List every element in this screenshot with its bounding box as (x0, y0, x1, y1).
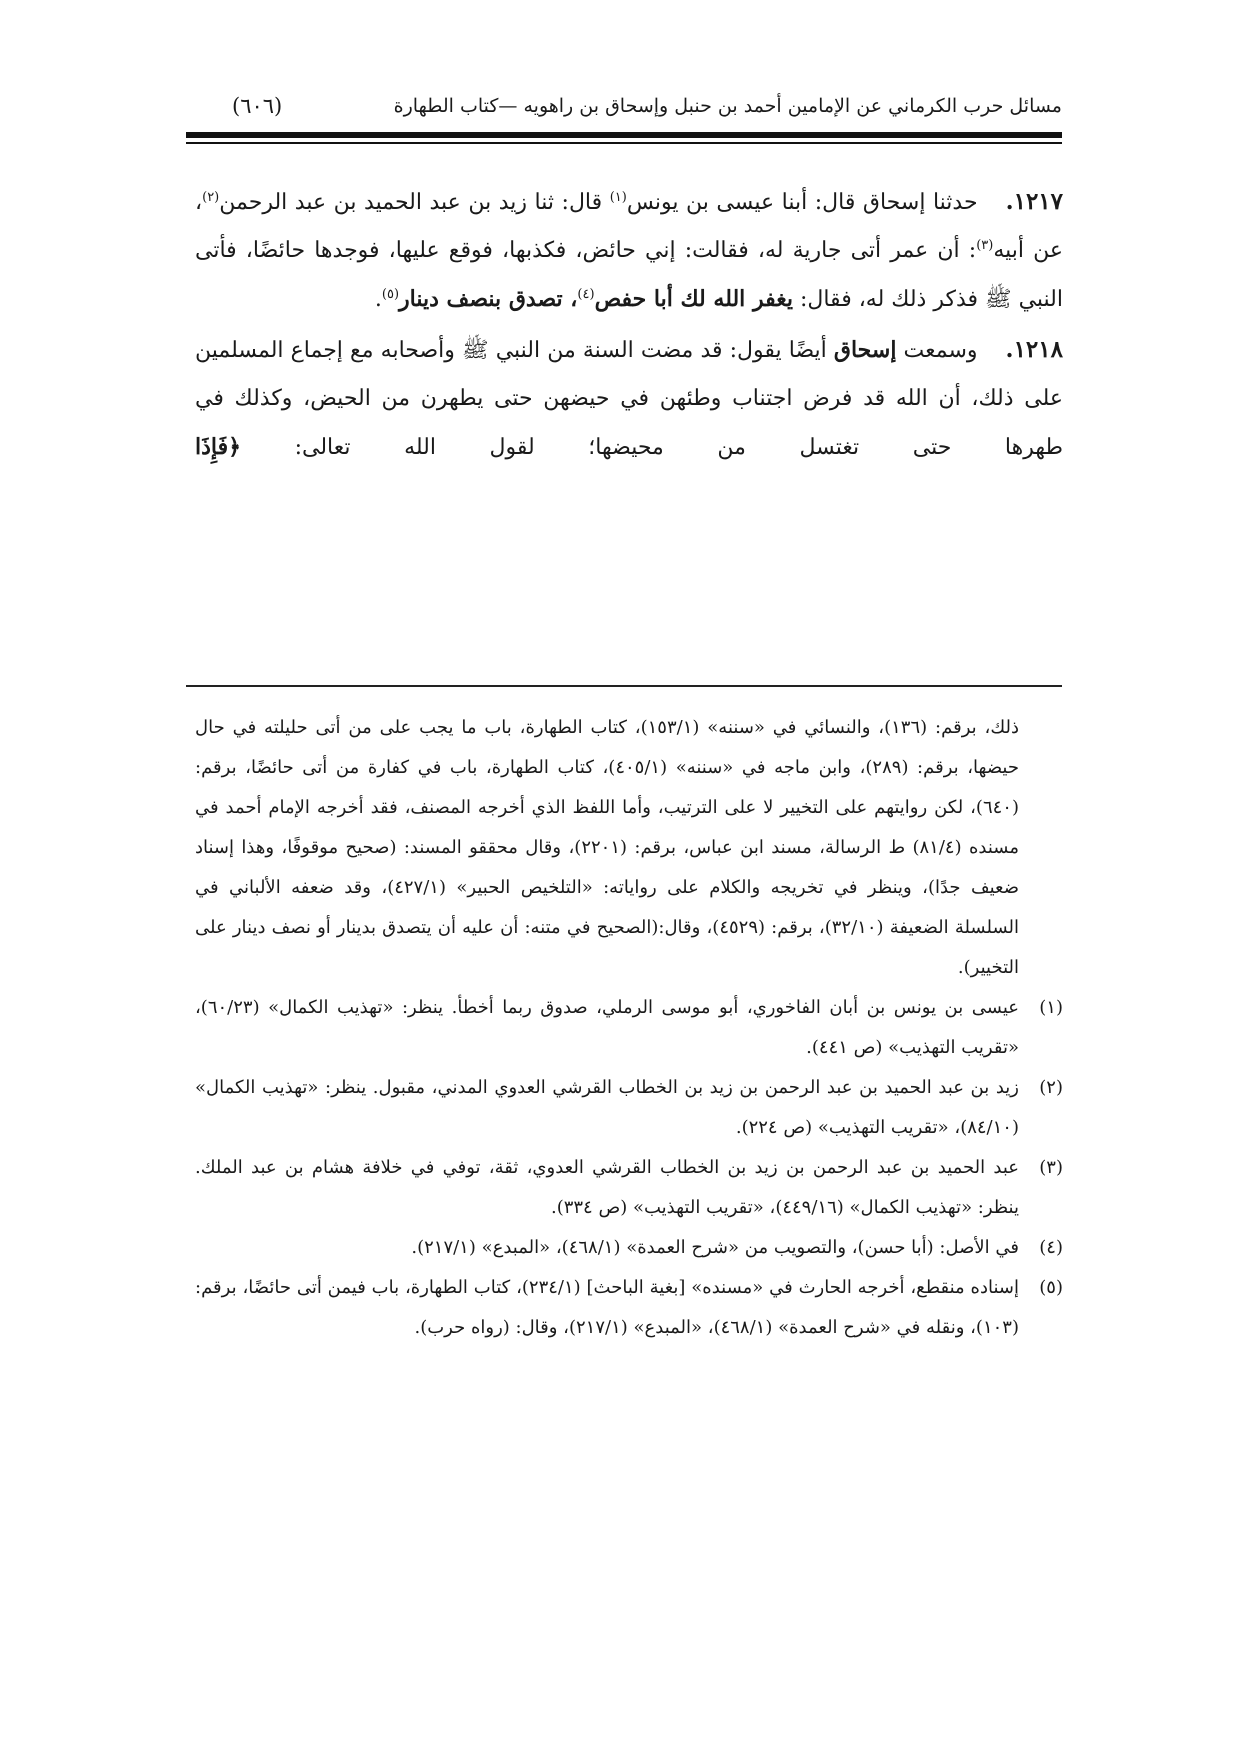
quran-quote-start: ﴿فَإِذَا (195, 434, 242, 460)
running-header (232, 86, 1062, 126)
footnote-ref: (١) (609, 190, 627, 205)
text-run: . (374, 287, 382, 312)
text-run: أيضًا يقول: قد مضت السنة من النبي ﷺ وأصحابه مع إجماع المسلمين على ذلك، أن الله قد فرض اجتناب وطئهن في حيضهن حتى يطهرن من الحيض، وكذلك في طهرها حتى تغتسل من محيضها؛ لقول الله تعالى: (195, 338, 1063, 460)
footnote-ref: (٤) (577, 287, 595, 302)
footnote-3 (195, 1148, 1063, 1228)
footnote-separator (186, 685, 1062, 687)
paragraph-number: ١٢١٧. (1005, 188, 1064, 215)
page-number: (٦٠٦) (232, 94, 283, 118)
footnote-4 (195, 1228, 1063, 1268)
footnote-ref: (٥) (381, 287, 400, 302)
footnote-2 (195, 1068, 1063, 1148)
footnote-text: عيسى بن يونس بن أبان الفاخوري، أبو موسى الرملي، صدوق ربما أخطأ. ينظر: «تهذيب الكمال» (٦٠/٢٣)، «تقريب التهذيب» (ص ٤٤١). (195, 997, 1019, 1058)
footnote-number: (٤) (1039, 1237, 1063, 1258)
text-run: : أن عمر أتى جارية له، فقالت: إني حائض، فكذبها، فوقع عليها، فوجدها حائضًا، فأتى النبي ﷺ فذكر ذلك له، فقال: (195, 238, 1063, 312)
header-rule-thick (186, 132, 1062, 138)
bold-name: إسحاق (833, 337, 897, 363)
footnote-number: (١) (1039, 997, 1063, 1018)
footnote-number: (٣) (1039, 1157, 1063, 1178)
text-run: قال: ثنا زيد بن عبد الحميد بن عبد الرحمن (219, 190, 610, 215)
main-text (195, 178, 1063, 474)
footnotes (195, 708, 1063, 1348)
footnote-1 (195, 988, 1063, 1068)
footnote-5 (195, 1268, 1063, 1348)
header-rule-thin (186, 142, 1062, 144)
bold-quote: يغفر الله لك أبا حفص (594, 286, 793, 312)
footnote-ref: (٣) (976, 238, 994, 253)
footnote-ref: (٢) (202, 190, 220, 205)
text-run: حدثنا إسحاق قال: أبنا عيسى بن يونس (626, 190, 978, 215)
footnote-continuation: ذلك، برقم: (١٣٦)، والنسائي في «سننه» (١٥٣/١)، كتاب الطهارة، باب ما يجب على من أتى حليلته في حال حيضها، برقم: (٢٨٩)، وابن ماجه في «سننه» (٤٠٥/١)، كتاب الطهارة، باب في كفارة من أتى حائضًا، برقم: (٦٤٠)، لكن روايتهم على التخيير لا على الترتيب، وأما اللفظ الذي أخرجه المصنف، فقد أخرجه الإمام أحمد في مسنده (٨١/٤) ط الرسالة، مسند ابن عباس، برقم: (٢٢٠١)، وقال محققو المسند: (صحيح موقوفًا، وهذا إسناد ضعيف جدًا)، وينظر في تخريجه والكلام على رواياته: «التلخيص الحبير» (٤٢٧/١)، وقد ضعفه الألباني في السلسلة الضعيفة (٣٢/١٠)، برقم: (٤٥٢٩)، وقال:(الصحيح في متنه: أن عليه أن يتصدق بدينار أو نصف دينار على التخيير). (195, 717, 1019, 978)
paragraph-number: ١٢١٨. (1005, 336, 1063, 363)
text-run: وسمعت (896, 338, 978, 363)
footnote-text: في الأصل: (أبا حسن)، والتصويب من «شرح العمدة» (٤٦٨/١)، «المبدع» (٢١٧/١). (411, 1237, 1019, 1258)
paragraph-1217 (195, 178, 1063, 324)
footnote-text: إسناده منقطع، أخرجه الحارث في «مسنده» [بغية الباحث] (٢٣٤/١)، كتاب الطهارة، باب فيمن أتى حائضًا، برقم: (١٠٣)، ونقله في «شرح العمدة» (٤٦٨/١)، «المبدع» (٢١٧/١)، وقال: (رواه حرب). (195, 1277, 1019, 1338)
footnote-text: زيد بن عبد الحميد بن عبد الرحمن بن زيد بن الخطاب القرشي العدوي المدني، مقبول. ينظر: «تهذيب الكمال» (٨٤/١٠)، «تقريب التهذيب» (ص ٢٢٤). (195, 1077, 1019, 1138)
footnote-text: عبد الحميد بن عبد الرحمن بن زيد بن الخطاب القرشي العدوي، ثقة، توفي في خلافة هشام بن عبد الملك. ينظر: «تهذيب الكمال» (٤٤٩/١٦)، «تقريب التهذيب» (ص ٣٣٤). (195, 1157, 1019, 1218)
footnote-number: (٢) (1039, 1077, 1063, 1098)
footnote-number: (٥) (1039, 1277, 1063, 1298)
book-title: مسائل حرب الكرماني عن الإمامين أحمد بن حنبل وإسحاق بن راهويه —كتاب الطهارة (393, 95, 1062, 117)
bold-quote: ، تصدق بنصف دينار (399, 286, 578, 312)
text-run: ، عن أبيه (195, 190, 1063, 263)
paragraph-1218 (195, 326, 1063, 472)
